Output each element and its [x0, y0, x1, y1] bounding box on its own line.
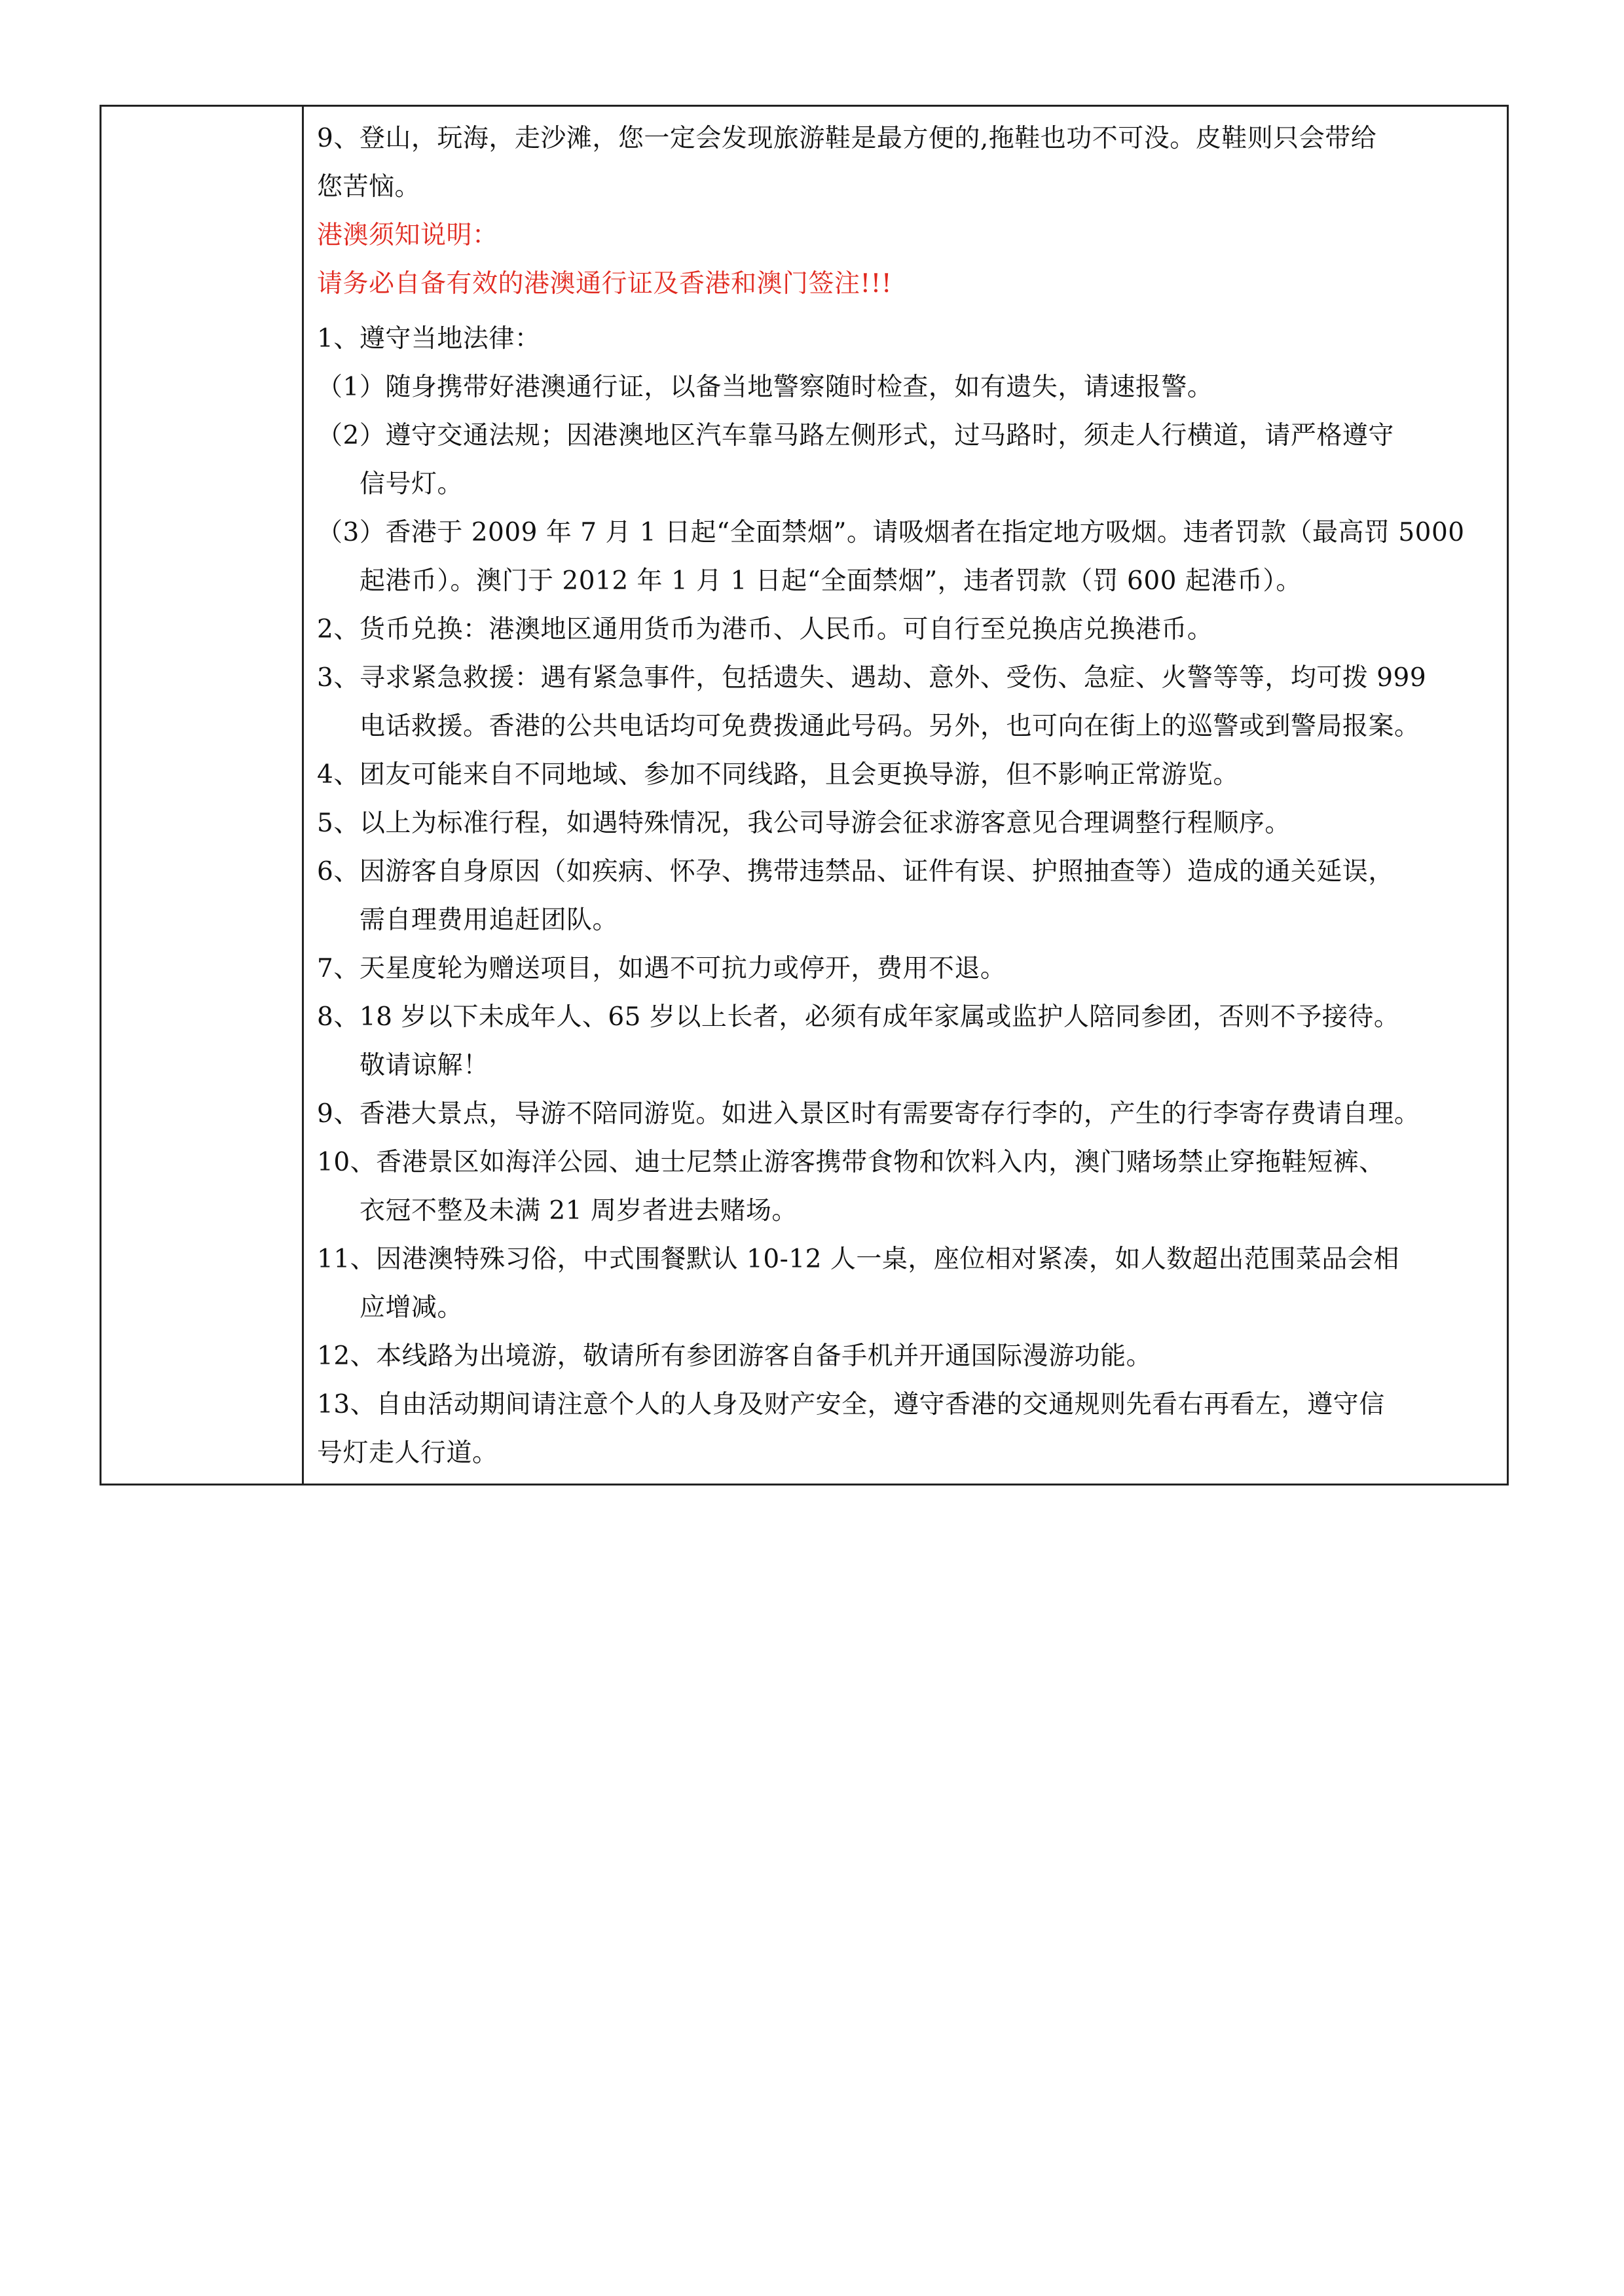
- section-10-line-1: 10、香港景区如海洋公园、迪士尼禁止游客携带食物和饮料入内，澳门赌场禁止穿拖鞋短裤、: [317, 1148, 1385, 1177]
- section-1-item-3-line-1: （3）香港于 2009 年 7 月 1 日起“全面禁烟”。请吸烟者在指定地方吸烟。违者罚款（最高罚 5000: [317, 518, 1465, 547]
- left-label-cell: [101, 107, 304, 1484]
- section-7: 7、天星度轮为赠送项目，如遇不可抗力或停开，费用不退。: [317, 954, 1006, 983]
- section-1-item-2-line-2: 信号灯。: [360, 469, 464, 499]
- section-13-line-1: 13、自由活动期间请注意个人的人身及财产安全，遵守香港的交通规则先看右再看左，遵守信: [317, 1390, 1385, 1419]
- section-6-line-2: 需自理费用追赶团队。: [360, 905, 619, 935]
- section-12: 12、本线路为出境游，敬请所有参团游客自备手机并开通国际漫游功能。: [317, 1341, 1153, 1371]
- section-4: 4、团友可能来自不同地域、参加不同线路，且会更换导游，但不影响正常游览。: [317, 760, 1239, 790]
- section-9: 9、香港大景点，导游不陪同游览。如进入景区时有需要寄存行李的，产生的行李寄存费请自理。: [317, 1099, 1420, 1129]
- section-3-line-1: 3、寻求紧急救援：遇有紧急事件，包括遗失、遇劫、意外、受伤、急症、火警等等，均可拨 999: [317, 663, 1427, 693]
- section-6-line-1: 6、因游客自身原因（如疾病、怀孕、携带违禁品、证件有误、护照抽查等）造成的通关延误，: [317, 857, 1394, 886]
- itinerary-table: [100, 105, 1509, 1485]
- notice-title: 港澳须知说明：: [317, 221, 498, 250]
- section-1-item-1: （1）随身携带好港澳通行证，以备当地警察随时检查，如有遗失，请速报警。: [317, 373, 1213, 402]
- section-8-line-1: 8、18 岁以下未成年人、65 岁以上长者，必须有成年家属或监护人陪同参团，否则不予接待。: [317, 1002, 1400, 1032]
- tip-9-line-2: 您苦恼。: [317, 172, 421, 202]
- section-1-title: 1、遵守当地法律：: [317, 324, 541, 354]
- section-1-item-2-line-1: （2）遵守交通法规；因港澳地区汽车靠马路左侧形式，过马路时，须走人行横道，请严格遵守: [317, 421, 1394, 450]
- section-2: 2、货币兑换：港澳地区通用货币为港币、人民币。可自行至兑换店兑换港币。: [317, 615, 1213, 644]
- section-3-line-2: 电话救援。香港的公共电话均可免费拨通此号码。另外，也可向在街上的巡警或到警局报案。: [360, 712, 1420, 741]
- section-10-line-2: 衣冠不整及未满 21 周岁者进去赌场。: [360, 1196, 798, 1226]
- section-5: 5、以上为标准行程，如遇特殊情况，我公司导游会征求游客意见合理调整行程顺序。: [317, 809, 1291, 838]
- section-11-line-1: 11、因港澳特殊习俗，中式围餐默认 10-12 人一桌，座位相对紧凑，如人数超出范围菜品会相: [317, 1245, 1399, 1274]
- tip-9-line-1: 9、登山，玩海，走沙滩，您一定会发现旅游鞋是最方便的,拖鞋也功不可没。皮鞋则只会带给: [317, 124, 1377, 153]
- section-11-line-2: 应增减。: [360, 1293, 464, 1322]
- notice-warning: 请务必自备有效的港澳通行证及香港和澳门签注!!!: [317, 269, 893, 299]
- section-8-line-2: 敬请谅解！: [360, 1051, 489, 1080]
- section-1-item-3-line-2: 起港币）。澳门于 2012 年 1 月 1 日起“全面禁烟”，违者罚款（罚 600 起港币）。: [360, 566, 1302, 596]
- section-13-line-2: 号灯走人行道。: [317, 1438, 498, 1468]
- notes-cell: [304, 107, 1507, 1484]
